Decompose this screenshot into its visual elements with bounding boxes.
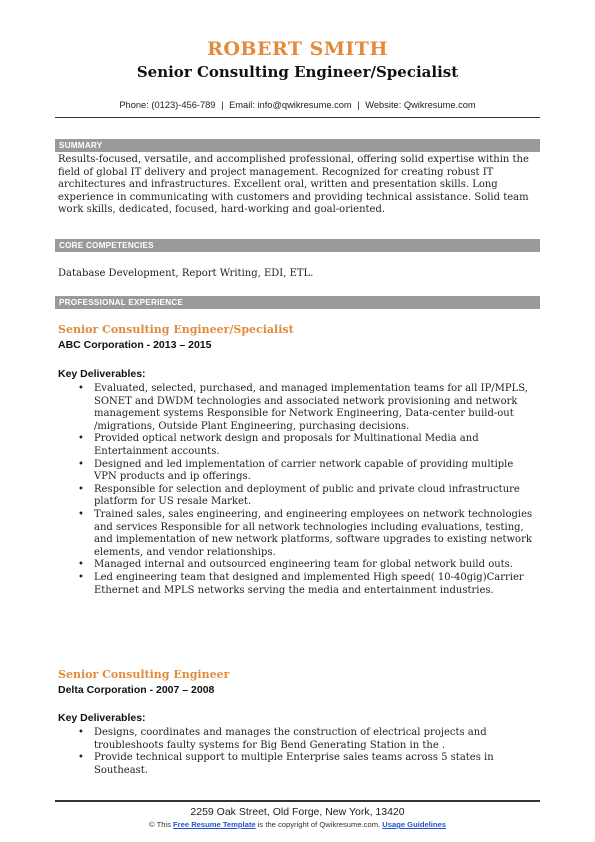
footer-address: 2259 Oak Street, Old Forge, New York, 13420 bbox=[190, 806, 405, 818]
competencies-text: Database Development, Report Writing, EDI, ETL. bbox=[58, 268, 314, 279]
section-heading-experience: PROFESSIONAL EXPERIENCE bbox=[55, 296, 540, 309]
list-item: • Led engineering team that designed and implemented High speed( 10-40gig)Carrier Ethernet and MPLS networks serving the media and entertainment industries. bbox=[78, 572, 538, 597]
website: Website: Qwikresume.com bbox=[365, 100, 476, 110]
deliverables-list bbox=[78, 383, 538, 597]
header-divider bbox=[55, 117, 540, 118]
job-title: Senior Consulting Engineer bbox=[58, 668, 230, 681]
job-company: Delta Corporation - 2007 – 2008 bbox=[58, 684, 215, 696]
list-item: • Evaluated, selected, purchased, and managed implementation teams for all IP/MPLS, SONET and DWDM technologies and associated network provisioning and network management systems Responsible for Network Engineering, Data-center build-out /migrations, Outside Plant Engineering, purchasing decisions. bbox=[78, 383, 538, 433]
list-item: • Provided optical network design and proposals for Multinational Media and Entertainment accounts. bbox=[78, 433, 538, 458]
section-heading-competencies: CORE COMPETENCIES bbox=[55, 239, 540, 252]
summary-text: Results-focused, versatile, and accomplished professional, offering solid expertise within the field of global IT delivery and project management. Recognized for creating robust IT architectures and infrastructures. Excellent oral, written and presentation skills. Long experience in communicating with customers and providing technical assistance. Solid team work skills, dedicated, focused, hard-working and goal-oriented. bbox=[58, 154, 529, 216]
free-resume-template-link[interactable]: Free Resume Template bbox=[173, 820, 256, 829]
usage-guidelines-link[interactable]: Usage Guidelines bbox=[382, 820, 446, 829]
copyright-prefix: © This bbox=[149, 820, 171, 829]
contact-line bbox=[0, 100, 595, 110]
copyright-middle: is the copyright of Qwikresume.com. bbox=[257, 820, 381, 829]
candidate-name: ROBERT SMITH bbox=[207, 38, 388, 60]
list-item: • Provide technical support to multiple Enterprise sales teams across 5 states in Southeast. bbox=[78, 752, 538, 777]
email: Email: info@qwikresume.com bbox=[229, 100, 352, 110]
list-item: • Designed and led implementation of carrier network capable of providing multiple VPN products and ip offerings. bbox=[78, 459, 538, 484]
list-item: • Managed internal and outsourced engineering team for global network build outs. bbox=[78, 559, 538, 572]
phone: Phone: (0123)-456-789 bbox=[119, 100, 216, 110]
list-item: • Responsible for selection and deployment of public and private cloud infrastructure platform for US resale Market. bbox=[78, 484, 538, 509]
key-deliverables-label: Key Deliverables: bbox=[58, 368, 146, 380]
job-company: ABC Corporation - 2013 – 2015 bbox=[58, 339, 212, 351]
list-item: • Trained sales, sales engineering, and engineering employees on network technologies and services Responsible for all network technologies including evaluations, testing, and implementation of new network platforms, software upgrades to existing network elements, and vendor relationships. bbox=[78, 509, 538, 559]
section-heading-summary: SUMMARY bbox=[55, 139, 540, 152]
job-title: Senior Consulting Engineer/Specialist bbox=[58, 323, 294, 336]
contact-separator: | bbox=[221, 100, 224, 110]
list-item: • Designs, coordinates and manages the construction of electrical projects and troubleshoots faulty systems for Big Bend Generating Station in the . bbox=[78, 727, 538, 752]
candidate-title: Senior Consulting Engineer/Specialist bbox=[136, 63, 459, 81]
deliverables-list bbox=[78, 727, 538, 777]
footer-copyright bbox=[0, 820, 595, 829]
footer-divider bbox=[55, 800, 540, 802]
key-deliverables-label: Key Deliverables: bbox=[58, 712, 146, 724]
contact-separator: | bbox=[357, 100, 360, 110]
